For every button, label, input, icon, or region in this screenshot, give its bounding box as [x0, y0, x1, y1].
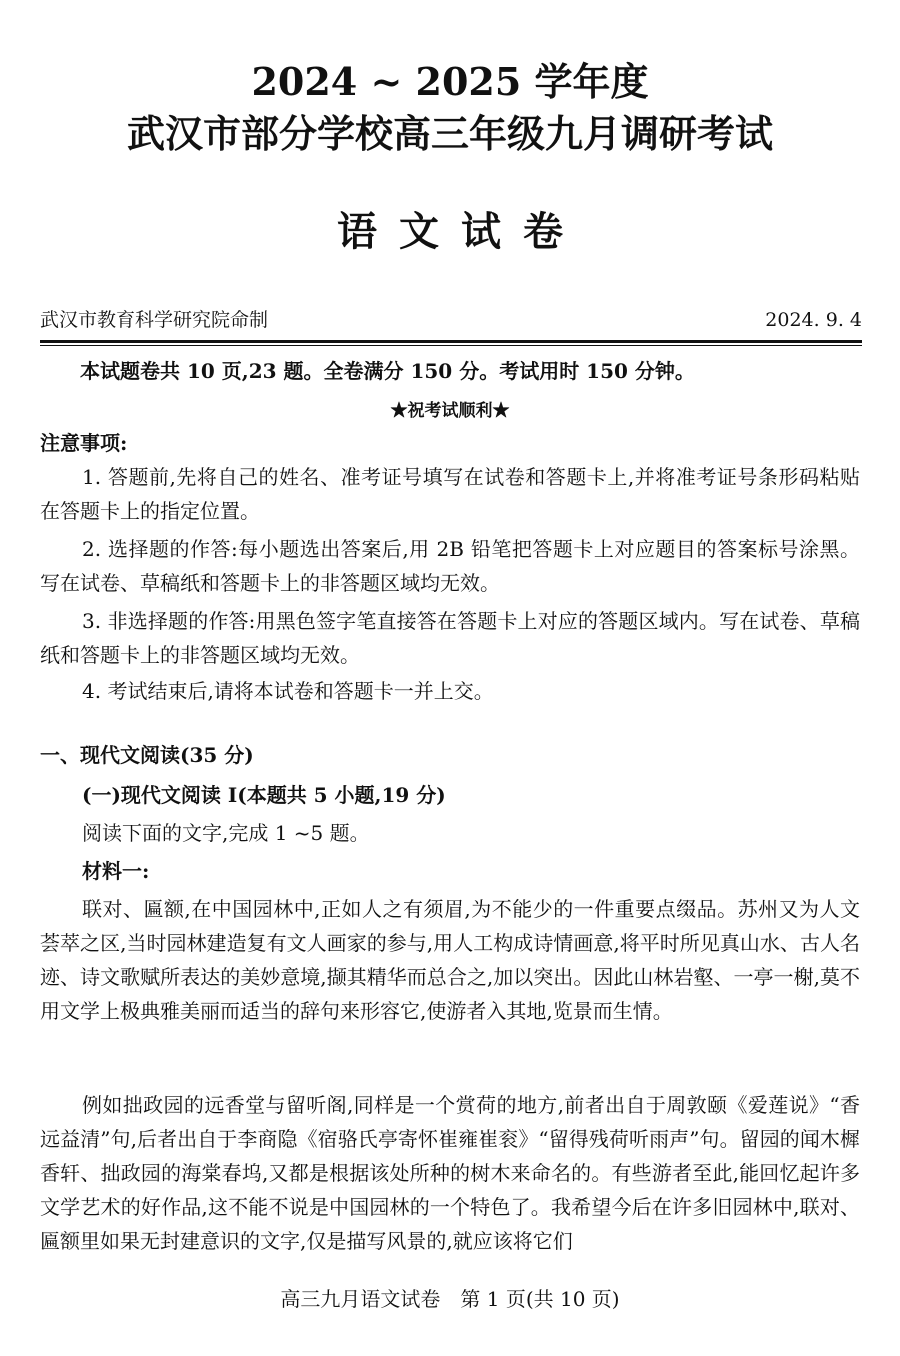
header-rule-thin — [40, 345, 862, 346]
material-paragraph-2: 例如拙政园的远香堂与留听阁,同样是一个赏荷的地方,前者出自于周敦颐《爱莲说》“香远益清”句,后者出自于李商隐《宿骆氏亭寄怀崔雍崔衮》“留得残荷听雨声”句。留园的闻木樨香轩、拙政园的海棠春坞,又都是根据该处所种的树木来命名的。有些游者至此,能回忆起许多文学艺术的好作品,这不能不说是中国园林的一个特色了。我希望今后在许多旧园林中,联对、匾额里如果无封建意识的文字,仅是描写风景的,就应该将它们 — [40, 1093, 860, 1253]
exam-year-title: 2024 ~ 2025 学年度 — [251, 59, 649, 104]
issuer-date-row — [40, 306, 862, 334]
reading-instruction: 阅读下面的文字,完成 1 ~5 题。 — [82, 821, 370, 845]
note-item-1: 1. 答题前,先将自己的姓名、准考证号填写在试卷和答题卡上,并将准考证号条形码粘贴在答题卡上的指定位置。 — [40, 465, 860, 523]
section-heading: 一、现代文阅读(35 分) — [40, 743, 254, 767]
material-label: 材料一: — [82, 859, 150, 883]
exam-summary: 本试题卷共 10 页,23 题。全卷满分 150 分。考试用时 150 分钟。 — [80, 359, 695, 383]
exam-date: 2024. 9. 4 — [765, 309, 862, 331]
exam-name-title: 武汉市部分学校高三年级九月调研考试 — [126, 111, 773, 156]
header-rule-thick — [40, 340, 862, 343]
note-item-2: 2. 选择题的作答:每小题选出答案后,用 2B 铅笔把答题卡上对应题目的答案标号涂黑。写在试卷、草稿纸和答题卡上的非答题区域均无效。 — [40, 537, 860, 595]
page-footer: 高三九月语文试卷 第 1 页(共 10 页) — [280, 1287, 620, 1311]
subject-title: 语文试卷 — [337, 208, 585, 255]
material-paragraph-1: 联对、匾额,在中国园林中,正如人之有须眉,为不能少的一件重要点缀品。苏州又为人文荟萃之区,当时园林建造复有文人画家的参与,用人工构成诗情画意,将平时所见真山水、古人名迹、诗文歌赋所表达的美妙意境,撷其精华而总合之,加以突出。因此山林岩壑、一亭一榭,莫不用文学上极典雅美丽而适当的辞句来形容它,使游者入其地,览景而生情。 — [40, 897, 860, 1023]
subsection-heading: (一)现代文阅读 I(本题共 5 小题,19 分) — [82, 783, 446, 807]
issuer-text: 武汉市教育科学研究院命制 — [40, 309, 269, 331]
note-item-4: 4. 考试结束后,请将本试卷和答题卡一并上交。 — [82, 679, 494, 703]
note-item-3: 3. 非选择题的作答:用黑色签字笔直接答在答题卡上对应的答题区域内。写在试卷、草稿纸和答题卡上的非答题区域均无效。 — [40, 609, 860, 667]
good-luck-line: ★祝考试顺利★ — [390, 401, 510, 421]
notes-heading: 注意事项: — [40, 431, 128, 455]
